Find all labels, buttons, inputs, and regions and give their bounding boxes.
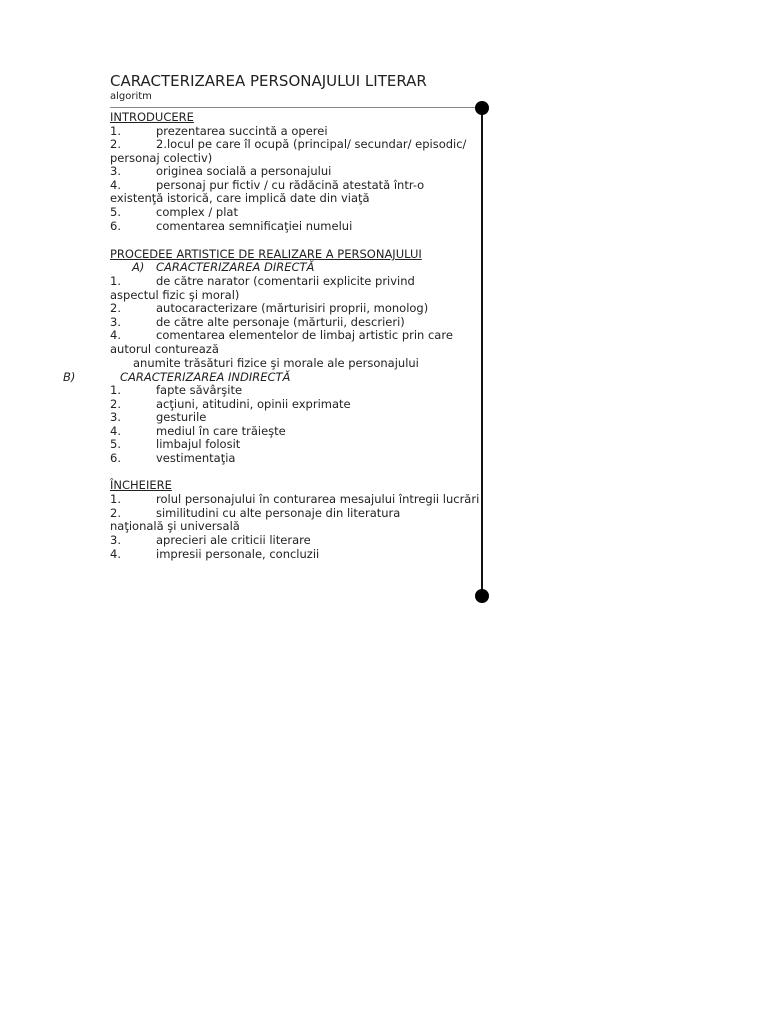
- direct-item-number: 4.: [110, 328, 121, 342]
- indirect-item-text: acţiuni, atitudini, opinii exprimate: [156, 397, 351, 411]
- direct-item-continuation: aspectul fizic şi moral): [110, 288, 240, 302]
- final-item-number: 4.: [110, 547, 121, 561]
- indirect-item-number: 3.: [110, 410, 121, 424]
- intro-item-continuation: existenţă istorică, care implică date din viaţă: [110, 191, 370, 205]
- indirect-item-text: fapte săvârşite: [156, 383, 243, 397]
- final-heading: ÎNCHEIERE: [110, 478, 172, 492]
- direct-item-text: de către alte personaje (mărturii, descrieri): [156, 315, 405, 329]
- bottom-dot-marker: [475, 589, 489, 603]
- final-item-text: impresii personale, concluzii: [156, 547, 320, 561]
- final-item-number: 2.: [110, 506, 121, 520]
- intro-heading: INTRODUCERE: [110, 110, 194, 124]
- intro-item-text: complex / plat: [156, 205, 238, 219]
- intro-item-number: 1.: [110, 124, 121, 138]
- direct-item-continuation: autorul conturează: [110, 342, 219, 356]
- intro-item-number: 4.: [110, 178, 121, 192]
- intro-item-text: originea socială a personajului: [156, 164, 332, 178]
- indirect-item-number: 2.: [110, 397, 121, 411]
- indirect-item-text: vestimentaţia: [156, 451, 236, 465]
- final-item-text: rolul personajului în conturarea mesajului întregii lucrări: [156, 493, 480, 506]
- intro-item-text: prezentarea succintă a operei: [156, 124, 328, 138]
- intro-item-text: 2.locul pe care îl ocupă (principal/ secundar/ episodic/: [156, 137, 467, 151]
- final-item-text: aprecieri ale criticii literare: [156, 533, 311, 547]
- direct-item-number: 2.: [110, 301, 121, 315]
- vertical-rule: [481, 107, 483, 596]
- subsection-b-title: CARACTERIZAREA INDIRECTĂ: [120, 370, 291, 384]
- indirect-item-text: limbajul folosit: [156, 437, 241, 451]
- page-title: CARACTERIZAREA PERSONAJULUI LITERAR: [110, 72, 427, 90]
- intro-item-text: personaj pur fictiv / cu rădăcină atestată într-o: [156, 178, 425, 192]
- final-item-number: 3.: [110, 533, 121, 547]
- top-dot-marker: [475, 101, 489, 115]
- title-rule: [110, 107, 482, 108]
- indirect-item-number: 6.: [110, 451, 121, 465]
- direct-item-text: de către narator (comentarii explicite privind: [156, 274, 415, 288]
- final-item-number: 1.: [110, 492, 121, 506]
- intro-item-text: comentarea semnificaţiei numelui: [156, 219, 353, 233]
- intro-item-continuation: personaj colectiv): [110, 151, 213, 165]
- final-item-text: similitudini cu alte personaje din literatura: [156, 506, 401, 520]
- direct-item-number: 3.: [110, 315, 121, 329]
- direct-item-number: 1.: [110, 274, 121, 288]
- direct-item-continuation: anumite trăsături fizice şi morale ale personajului: [133, 356, 419, 370]
- intro-item-number: 2.: [110, 137, 121, 151]
- final-item-continuation: naţională şi universală: [110, 519, 240, 533]
- procedee-heading: PROCEDEE ARTISTICE DE REALIZARE A PERSONAJULUI: [110, 247, 422, 261]
- direct-item-text: autocaracterizare (mărturisiri proprii, monolog): [156, 301, 429, 315]
- indirect-item-number: 4.: [110, 424, 121, 438]
- indirect-item-number: 5.: [110, 437, 121, 451]
- subsection-a-label: A): [132, 260, 145, 274]
- indirect-item-number: 1.: [110, 383, 121, 397]
- subsection-b-label: B): [63, 370, 76, 384]
- subsection-a-title: CARACTERIZAREA DIRECTĂ: [156, 260, 315, 274]
- direct-item-text: comentarea elementelor de limbaj artistic prin care: [156, 328, 453, 342]
- intro-item-number: 5.: [110, 205, 121, 219]
- intro-item-number: 6.: [110, 219, 121, 233]
- indirect-item-text: mediul în care trăieşte: [156, 424, 286, 438]
- indirect-item-text: gesturile: [156, 410, 207, 424]
- page-subtitle: algoritm: [110, 91, 152, 102]
- intro-item-number: 3.: [110, 164, 121, 178]
